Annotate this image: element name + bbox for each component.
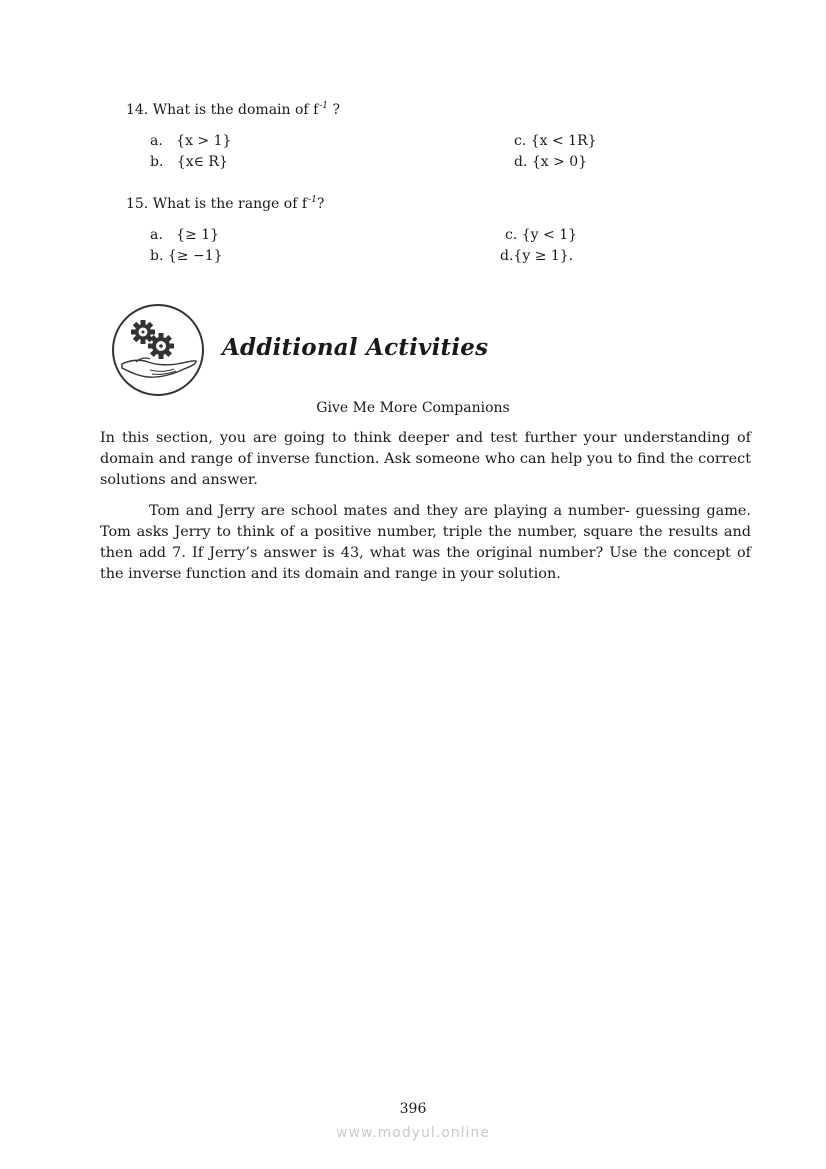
question-15-text: 15. What is the range of — [126, 196, 302, 212]
function-symbol: f — [301, 196, 308, 212]
function-symbol: f — [313, 102, 319, 118]
intro-paragraph: In this section, you are going to think deeper and test further your understanding of domain and range of inverse function. Ask someone who can help you to find the correct solutions and answer. — [100, 430, 751, 488]
option-expr: {y < 1} — [521, 227, 578, 243]
option-expr: {x > 0} — [531, 154, 588, 170]
inverse-exponent: -1 — [319, 101, 329, 111]
option-label: d. — [514, 154, 528, 170]
q15-option-d — [500, 248, 573, 264]
option-expr: {x∈ R} — [176, 154, 228, 170]
option-label: d. — [500, 248, 514, 264]
option-expr: {x > 1} — [176, 133, 232, 149]
option-label: c. — [514, 133, 527, 149]
q14-option-d — [514, 154, 587, 170]
activity-subtitle: Give Me More Companions — [316, 400, 510, 416]
page-number: 396 — [399, 1101, 427, 1117]
watermark: www.modyul.online — [336, 1125, 490, 1141]
option-label: b. — [150, 248, 164, 264]
gears-on-hand-icon — [110, 302, 206, 398]
question-14-text: 14. What is the domain of — [126, 102, 314, 118]
q14-option-a — [150, 133, 231, 149]
q15-option-c — [505, 227, 577, 243]
option-label: b. — [150, 154, 164, 170]
option-expr: {y ≥ 1}. — [513, 248, 574, 264]
option-label: c. — [505, 227, 518, 243]
q15-option-b — [150, 248, 223, 264]
question-14 — [126, 101, 340, 118]
q14-option-b — [150, 154, 228, 170]
inverse-exponent: -1 — [308, 195, 317, 205]
q15-option-a — [150, 227, 219, 243]
q14-option-c — [514, 133, 597, 149]
problem-paragraph: Tom and Jerry are school mates and they are playing a number- guessing game. Tom asks Jerry to think of a positive number, triple the number, square the results and then add 7. If Jerry’s answer is 43, what was the original number? Use the concept of the inverse function and its domain and range in your solution. — [100, 503, 751, 582]
question-15 — [126, 195, 324, 212]
option-expr: {x < 1R} — [530, 133, 597, 149]
option-label: a. — [150, 227, 163, 243]
question-15-end: ? — [316, 196, 325, 212]
option-expr: {≥ −1} — [167, 248, 223, 264]
option-expr: {≥ 1} — [176, 227, 220, 243]
question-14-end: ? — [328, 102, 340, 118]
option-label: a. — [150, 133, 163, 149]
section-title: Additional Activities — [222, 334, 489, 361]
